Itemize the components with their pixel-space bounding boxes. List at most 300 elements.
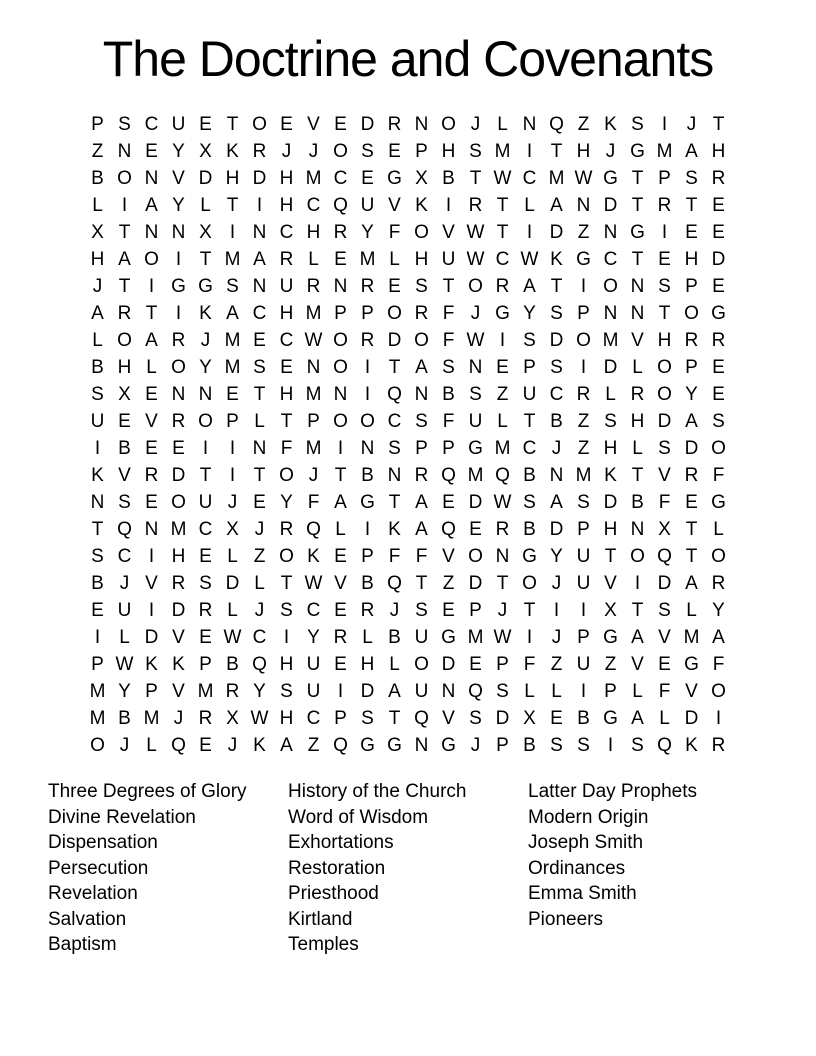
grid-letter: S (712, 411, 725, 432)
grid-letter: J (470, 303, 481, 324)
grid-letter: Q (549, 114, 564, 135)
grid-letter: V (442, 222, 455, 243)
grid-letter: I (634, 573, 641, 594)
grid-letter: A (253, 249, 266, 270)
grid-letter: O (468, 276, 483, 297)
grid-letter: L (146, 357, 157, 378)
grid-letter: E (712, 276, 725, 297)
grid-letter: F (523, 654, 536, 675)
grid-letter: O (333, 411, 348, 432)
grid-letter: V (631, 654, 644, 675)
grid-letter: T (145, 303, 158, 324)
grid-letter: M (305, 438, 322, 459)
grid-letter: S (469, 384, 482, 405)
grid-letter: Q (414, 708, 429, 729)
grid-letter: R (360, 330, 375, 351)
grid-letter: B (361, 465, 374, 486)
grid-letter: N (144, 168, 159, 189)
grid-letter: I (526, 141, 533, 162)
grid-letter: T (523, 411, 536, 432)
grid-letter: V (685, 681, 698, 702)
grid-letter: I (202, 438, 209, 459)
grid-letter: D (171, 600, 186, 621)
grid-letter: R (657, 195, 672, 216)
grid-letter: X (415, 168, 428, 189)
grid-letter: T (631, 465, 644, 486)
grid-letter: N (171, 222, 186, 243)
grid-letter: J (254, 600, 265, 621)
grid-letter: N (144, 222, 159, 243)
grid-letter: N (144, 519, 159, 540)
grid-letter: I (175, 249, 182, 270)
grid-letter: J (173, 708, 184, 729)
grid-letter: R (333, 222, 348, 243)
grid-letter: S (415, 600, 428, 621)
grid-letter: Q (468, 681, 483, 702)
grid-letter: T (685, 546, 698, 567)
grid-letter: B (523, 465, 536, 486)
grid-letter: D (657, 573, 672, 594)
grid-letter: L (335, 519, 346, 540)
grid-letter: N (387, 465, 402, 486)
grid-letter: G (441, 627, 456, 648)
grid-letter: N (522, 114, 537, 135)
grid-letter: I (94, 438, 101, 459)
grid-letter: Y (712, 600, 725, 621)
grid-letter: U (441, 249, 456, 270)
grid-letter: B (91, 357, 104, 378)
grid-letter: R (684, 330, 699, 351)
grid-letter: R (711, 168, 726, 189)
grid-letter: E (280, 357, 293, 378)
word-list-item: Word of Wisdom (288, 806, 429, 828)
grid-letter: K (253, 735, 266, 756)
grid-letter: P (307, 411, 320, 432)
grid-letter: A (685, 573, 698, 594)
grid-letter: R (252, 141, 267, 162)
grid-letter: H (360, 654, 375, 675)
grid-letter: E (496, 357, 509, 378)
grid-letter: P (442, 438, 455, 459)
grid-letter: D (360, 681, 375, 702)
grid-letter: Z (577, 222, 590, 243)
grid-letter: T (712, 114, 725, 135)
grid-letter: Y (280, 492, 293, 513)
grid-letter: M (683, 627, 700, 648)
grid-letter: R (468, 195, 483, 216)
grid-letter: A (226, 303, 239, 324)
grid-letter: N (468, 357, 483, 378)
grid-letter: R (333, 627, 348, 648)
grid-letter: Z (307, 735, 320, 756)
word-list-item: Revelation (48, 883, 138, 904)
grid-letter: E (253, 330, 266, 351)
grid-letter: K (307, 546, 320, 567)
grid-letter: T (496, 222, 509, 243)
grid-letter: W (466, 222, 485, 243)
grid-letter: F (658, 492, 671, 513)
grid-letter: D (171, 465, 186, 486)
grid-letter: L (551, 681, 562, 702)
grid-letter: S (631, 114, 644, 135)
grid-letter: S (658, 600, 671, 621)
grid-letter: F (658, 681, 671, 702)
grid-letter: S (496, 681, 509, 702)
grid-letter: Q (333, 735, 348, 756)
grid-letter: S (199, 573, 212, 594)
grid-letter: S (388, 438, 401, 459)
grid-letter: S (91, 546, 104, 567)
word-list (48, 779, 768, 958)
grid-letter: F (388, 546, 401, 567)
grid-letter: P (226, 411, 239, 432)
grid-letter: W (520, 249, 539, 270)
grid-letter: B (91, 573, 104, 594)
grid-letter: S (226, 276, 239, 297)
grid-letter: R (306, 276, 321, 297)
grid-letter: D (549, 222, 564, 243)
grid-letter: L (227, 600, 238, 621)
grid-letter: R (279, 519, 294, 540)
grid-letter: N (252, 438, 267, 459)
grid-letter: S (280, 681, 293, 702)
grid-letter: M (89, 681, 106, 702)
grid-letter: Q (657, 546, 672, 567)
grid-letter: C (333, 168, 348, 189)
grid-letter: N (360, 438, 375, 459)
grid-letter: H (306, 222, 321, 243)
grid-letter: O (657, 384, 672, 405)
grid-letter: H (279, 303, 294, 324)
grid-letter: K (172, 654, 185, 675)
grid-letter: R (495, 276, 510, 297)
grid-letter: F (280, 438, 293, 459)
grid-letter: B (118, 708, 131, 729)
grid-letter: E (442, 492, 455, 513)
grid-letter: V (172, 168, 185, 189)
grid-letter: C (603, 249, 618, 270)
grid-letter: J (92, 276, 103, 297)
grid-letter: E (145, 438, 158, 459)
grid-letter: S (469, 708, 482, 729)
grid-letter: G (360, 735, 375, 756)
grid-letter: H (279, 708, 294, 729)
grid-letter: O (468, 546, 483, 567)
word-list-column (288, 779, 528, 958)
grid-letter: T (550, 276, 563, 297)
grid-letter: G (387, 168, 402, 189)
grid-letter: O (144, 249, 159, 270)
word-list-item: Modern Origin (528, 806, 649, 828)
grid-letter: F (442, 330, 455, 351)
grid-letter: J (119, 573, 130, 594)
grid-letter: E (145, 492, 158, 513)
grid-letter: L (254, 411, 265, 432)
grid-letter: E (226, 384, 239, 405)
grid-letter: Z (496, 384, 509, 405)
grid-letter: V (631, 330, 644, 351)
grid-letter: Z (253, 546, 266, 567)
grid-letter: R (144, 465, 159, 486)
grid-letter: E (172, 438, 185, 459)
grid-letter: T (388, 357, 401, 378)
grid-letter: E (145, 384, 158, 405)
grid-letter: M (197, 681, 214, 702)
grid-letter: P (334, 708, 347, 729)
grid-letter: E (685, 492, 698, 513)
grid-letter: G (360, 492, 375, 513)
grid-letter: J (308, 141, 319, 162)
grid-letter: K (550, 249, 563, 270)
grid-letter: E (469, 519, 482, 540)
grid-letter: S (280, 600, 293, 621)
grid-letter: R (171, 411, 186, 432)
grid-letter: S (523, 492, 536, 513)
grid-letter: R (387, 114, 402, 135)
grid-letter: L (632, 438, 643, 459)
grid-letter: M (467, 465, 484, 486)
grid-letter: N (441, 681, 456, 702)
word-list-item: Joseph Smith (528, 832, 644, 853)
grid-letter: O (414, 222, 429, 243)
grid-letter: W (493, 492, 512, 513)
grid-letter: D (684, 708, 699, 729)
word-list-item: History of the Church (288, 781, 467, 802)
grid-letter: Z (442, 573, 455, 594)
grid-letter: G (711, 492, 726, 513)
grid-letter: M (494, 141, 511, 162)
grid-letter: P (577, 519, 590, 540)
grid-letter: D (657, 411, 672, 432)
grid-letter: H (279, 195, 294, 216)
grid-letter: R (711, 735, 726, 756)
grid-letter: I (283, 627, 290, 648)
grid-letter: B (631, 492, 644, 513)
grid-letter: N (630, 276, 645, 297)
grid-letter: I (580, 276, 587, 297)
grid-letter: W (304, 330, 323, 351)
grid-letter: R (576, 384, 591, 405)
grid-letter: U (414, 681, 429, 702)
grid-letter: I (715, 708, 722, 729)
grid-letter: I (526, 222, 533, 243)
grid-letter: M (305, 384, 322, 405)
grid-letter: O (603, 276, 618, 297)
grid-letter: M (305, 168, 322, 189)
grid-letter: L (308, 249, 319, 270)
grid-letter: R (360, 276, 375, 297)
grid-letter: T (523, 600, 536, 621)
word-list-item: Baptism (48, 934, 117, 955)
grid-letter: S (577, 492, 590, 513)
grid-letter: U (171, 114, 186, 135)
grid-letter: G (603, 627, 618, 648)
grid-letter: W (223, 627, 242, 648)
grid-letter: E (685, 222, 698, 243)
grid-letter: G (684, 654, 699, 675)
grid-letter: Z (577, 438, 590, 459)
grid-letter: N (549, 465, 564, 486)
grid-letter: M (548, 168, 565, 189)
grid-letter: S (550, 357, 563, 378)
grid-letter: A (631, 627, 644, 648)
grid-letter: G (495, 303, 510, 324)
grid-letter: E (334, 249, 347, 270)
grid-letter: R (198, 600, 213, 621)
grid-letter: V (442, 546, 455, 567)
grid-letter: V (118, 465, 131, 486)
grid-letter: I (256, 195, 263, 216)
grid-letter: A (415, 492, 428, 513)
grid-letter: M (170, 519, 187, 540)
grid-letter: T (118, 276, 131, 297)
grid-letter: Q (387, 384, 402, 405)
grid-letter: N (90, 492, 105, 513)
grid-letter: I (580, 357, 587, 378)
grid-letter: L (254, 573, 265, 594)
grid-letter: U (576, 546, 591, 567)
grid-letter: P (496, 735, 509, 756)
grid-letter: T (685, 195, 698, 216)
grid-letter: T (631, 249, 644, 270)
grid-letter: X (523, 708, 536, 729)
grid-letter: P (685, 357, 698, 378)
grid-letter: D (360, 114, 375, 135)
grid-letter: W (466, 330, 485, 351)
grid-letter: U (306, 681, 321, 702)
grid-letter: N (414, 384, 429, 405)
grid-letter: O (333, 357, 348, 378)
grid-letter: R (684, 465, 699, 486)
grid-letter: Q (441, 465, 456, 486)
grid-letter: R (495, 519, 510, 540)
grid-letter: C (144, 114, 159, 135)
grid-letter: R (711, 330, 726, 351)
grid-letter: G (171, 276, 186, 297)
grid-letter: E (388, 141, 401, 162)
grid-letter: E (199, 546, 212, 567)
grid-letter: U (576, 654, 591, 675)
grid-letter: H (225, 168, 240, 189)
grid-letter: P (145, 681, 158, 702)
grid-letter: Y (118, 681, 131, 702)
grid-letter: N (603, 222, 618, 243)
grid-letter: T (469, 168, 482, 189)
grid-letter: K (604, 114, 617, 135)
grid-letter: Z (577, 411, 590, 432)
grid-letter: M (575, 465, 592, 486)
grid-letter: L (524, 195, 535, 216)
grid-letter: H (576, 141, 591, 162)
grid-letter: Q (171, 735, 186, 756)
grid-letter: M (224, 357, 241, 378)
word-list-item: Dispensation (48, 832, 158, 853)
grid-letter: Q (306, 519, 321, 540)
grid-letter: H (279, 384, 294, 405)
grid-letter: A (550, 492, 563, 513)
grid-letter: B (388, 627, 401, 648)
word-list-item: Exhortations (288, 832, 394, 853)
grid-letter: D (225, 573, 240, 594)
grid-letter: X (604, 600, 617, 621)
grid-letter: I (580, 600, 587, 621)
grid-letter: O (198, 411, 213, 432)
grid-letter: R (414, 465, 429, 486)
grid-letter: L (362, 627, 373, 648)
grid-letter: A (388, 681, 401, 702)
grid-letter: T (253, 465, 266, 486)
grid-letter: U (90, 411, 105, 432)
grid-letter: L (389, 249, 400, 270)
grid-letter: B (91, 168, 104, 189)
grid-letter: A (145, 330, 158, 351)
grid-letter: A (280, 735, 293, 756)
word-list-item: Kirtland (288, 908, 353, 930)
grid-letter: K (199, 303, 212, 324)
grid-letter: C (522, 438, 537, 459)
grid-letter: V (172, 681, 185, 702)
grid-letter: Q (252, 654, 267, 675)
word-list-item: Emma Smith (528, 883, 637, 904)
grid-letter: N (306, 357, 321, 378)
grid-letter: C (306, 708, 321, 729)
grid-letter: Y (307, 627, 320, 648)
grid-letter: N (171, 384, 186, 405)
grid-letter: O (360, 411, 375, 432)
grid-letter: O (711, 681, 726, 702)
grid-letter: I (526, 627, 533, 648)
grid-letter: D (198, 168, 213, 189)
grid-letter: K (415, 195, 428, 216)
grid-letter: O (684, 303, 699, 324)
grid-letter: O (90, 735, 105, 756)
grid-letter: I (499, 330, 506, 351)
grid-letter: P (91, 654, 104, 675)
grid-letter: Y (523, 303, 536, 324)
grid-letter: O (522, 573, 537, 594)
grid-letter: S (361, 708, 374, 729)
grid-letter: K (388, 519, 401, 540)
grid-letter: W (250, 708, 269, 729)
grid-letter: R (414, 303, 429, 324)
grid-letter: S (550, 735, 563, 756)
grid-letter: G (441, 735, 456, 756)
grid-letter: O (252, 114, 267, 135)
grid-letter: F (415, 546, 428, 567)
grid-letter: W (493, 168, 512, 189)
grid-letter: T (253, 384, 266, 405)
grid-letter: P (415, 141, 428, 162)
grid-letter: Z (91, 141, 104, 162)
grid-letter: H (603, 438, 618, 459)
grid-letter: S (442, 357, 455, 378)
grid-letter: L (200, 195, 211, 216)
grid-letter: U (198, 492, 213, 513)
grid-letter: X (91, 222, 104, 243)
grid-letter: D (684, 438, 699, 459)
grid-letter: D (549, 330, 564, 351)
grid-letter: I (364, 357, 371, 378)
grid-letter: U (414, 627, 429, 648)
grid-letter: J (470, 114, 481, 135)
grid-letter: U (522, 384, 537, 405)
grid-letter: J (308, 465, 319, 486)
word-list-item: Temples (288, 934, 359, 955)
grid-letter: A (523, 276, 536, 297)
grid-letter: I (229, 465, 236, 486)
grid-letter: C (495, 249, 510, 270)
grid-letter: J (497, 600, 508, 621)
